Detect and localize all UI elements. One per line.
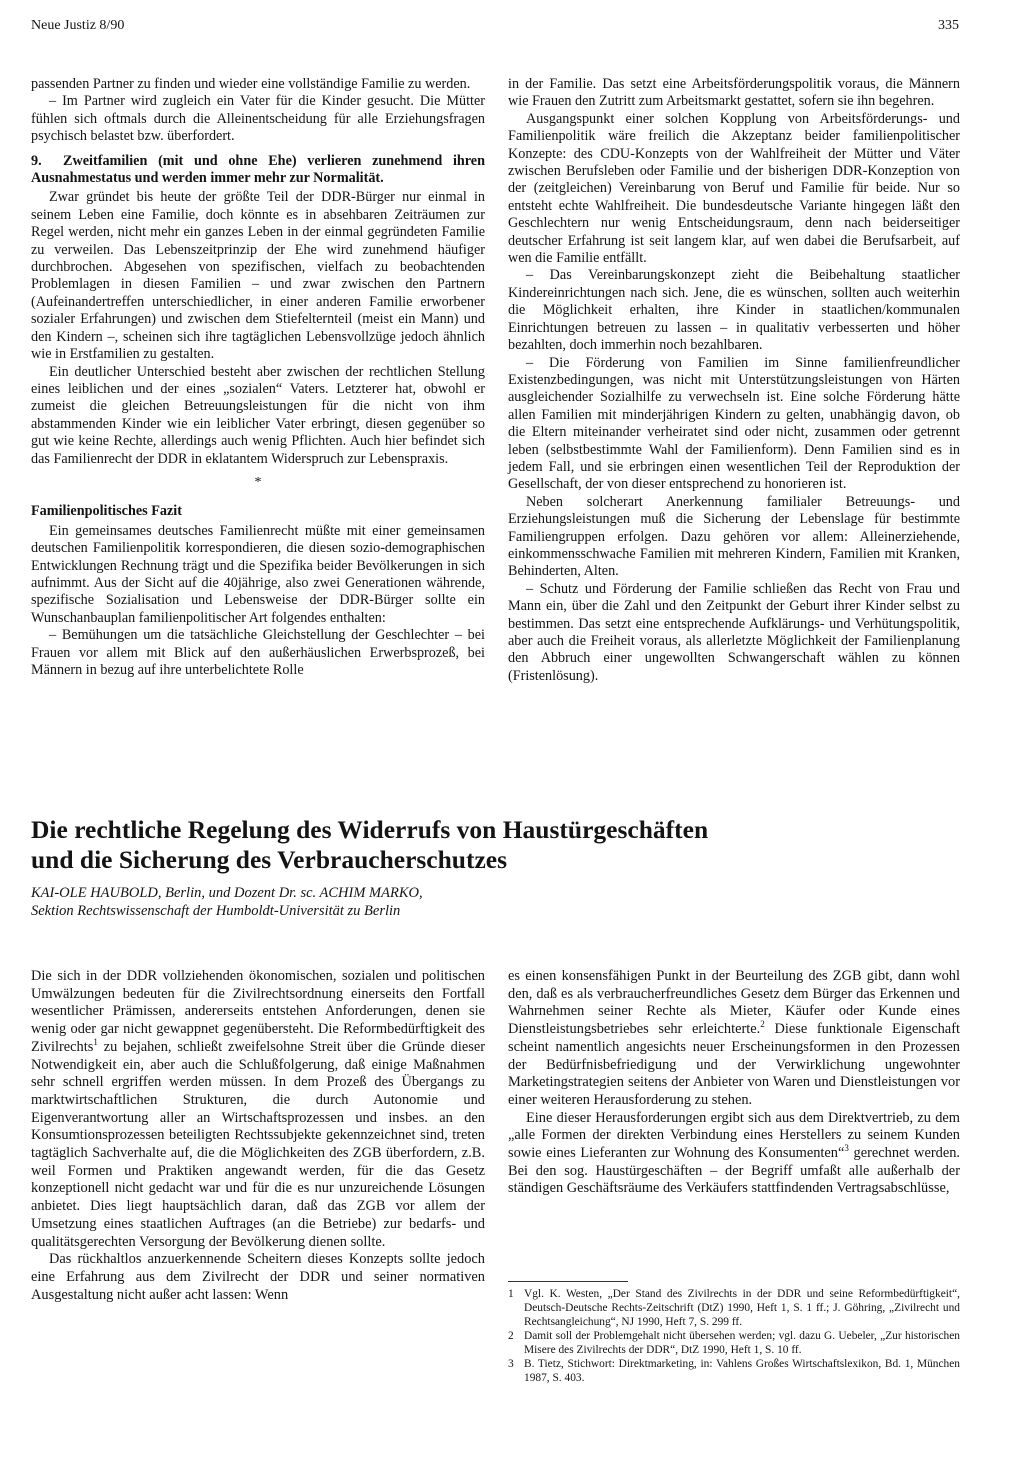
footnote-number: 3 <box>508 1358 514 1370</box>
top-right-column <box>508 76 960 685</box>
paragraph <box>508 1110 960 1199</box>
article-title-line: und die Sicherung des Verbraucherschutzes <box>31 845 508 874</box>
journal-name: Neue Justiz 8/90 <box>31 18 125 33</box>
footnotes <box>508 1287 960 1385</box>
paragraph: – Das Vereinbarungskonzept zieht die Beibehaltung staatlicher Kindereinrichtungen nach sich. Jene, die es wünschen, sollten auch weiterhin die Möglichkeit erhalten, ihre Kinder in staatlichen/kommunalen Einrichtungen betreuen zu lassen – in qualitativ verbesserten und höher bezahlten, doch immerhin noch bezahlbaren. <box>508 267 960 354</box>
footnote <box>508 1287 960 1329</box>
section-heading-text: Zweitfamilien (mit und ohne Ehe) verlieren zunehmend ihren Ausnahmestatus und werden immer mehr zur Normalität. <box>31 152 485 187</box>
footnote-ref[interactable]: 1 <box>93 1037 98 1048</box>
paragraph-text: es einen konsensfähigen Punkt in der Beurteilung des ZGB gibt, dann wohl den, daß es als verbraucherfreundliches Gesetz dem Bürger das Erkennen und Wahrnehmen seiner Rechte als Mieter, Käufer oder Kunde eines Dienstleistungsbetriebes sehr erleichterte. <box>508 968 960 1038</box>
footnote-text: Vgl. K. Westen, „Der Stand des Zivilrechts in der DDR und seine Reformbedürftigkeit“, Deutsch-Deutsche Rechts-Zeitschrift (DtZ) 1990, Heft 1, S. 1 ff.; J. Göhring, „Zivilrecht und Rechtsangleichung“, NJ 1990, Heft 7, S. 299 ff. <box>524 1288 960 1328</box>
top-left-column <box>31 76 485 679</box>
paragraph-text: Eine dieser Herausforderungen ergibt sich aus dem Direktvertrieb, zu dem „alle Formen der direkten Verbindung eines Herstellers zu seinem Kunden sowie eines Lieferanten zur Wohnung des Konsumenten“ <box>508 1109 960 1162</box>
paragraph-text: Die sich in der DDR vollziehenden ökonomischen, sozialen und politischen Umwälzungen bedeuten für die Zivilrechtsordnung einerseits den Fortfall wesentlicher Prämissen, andererseits entstehen Anforderungen, denen sie wenig oder gar nicht gewappnet gegenübersteht. Die Reformbedürftigkeit des Zivilrechts <box>31 968 485 1055</box>
paragraph <box>508 968 960 1110</box>
footnote-text: B. Tietz, Stichwort: Direktmarketing, in: Vahlens Großes Wirtschaftslexikon, Bd. 1, München 1987, S. 403. <box>524 1358 960 1384</box>
footnote-text: Damit soll der Problemgehalt nicht übersehen werden; vgl. dazu G. Uebeler, „Zur historischen Misere des Zivilrechts der DDR“, DtZ 1990, Heft 1, S. 10 ff. <box>524 1330 960 1356</box>
affiliation-line: Sektion Rechtswissenschaft der Humboldt-Universität zu Berlin <box>31 903 401 919</box>
paragraph: Zwar gründet bis heute der größte Teil der DDR-Bürger nur einmal in seinem Leben eine Familie, doch könnte es in absehbaren Zeiträumen zur Regel werden, nicht mehr ein ganzes Leben in der einmal gegründeten Familie zu verweilen. Das Lebenszeitprinzip der Ehe wird zunehmend häufiger durchbrochen. Abgesehen von spezifischen, vielfach zu beobachtenden Problemlagen in diesen Familien – und zwar zwischen den Partnern (Aufeinandertreffen unterschiedlicher, in einer anderen Familie erworbener sozialer Erfahrungen) und zwischen dem Stiefelternteil (meist ein Mann) und den Kindern –, scheinen sich ihre tagtäglichen Lebensvollzüge jedoch ähnlich wie in Erstfamilien zu gestalten. <box>31 189 485 363</box>
paragraph: – Schutz und Förderung der Familie schließen das Recht von Frau und Mann ein, über die Zahl und den Zeitpunkt der Geburt ihrer Kinder selbst zu bestimmen. Das setzt eine entsprechende Aufklärungs- und Verhütungspolitik, aber auch die Freiheit voraus, als allerletzte Möglichkeit der Familienplanung den Abbruch einer ungewollten Schwangerschaft wählen zu können (Fristenlösung). <box>508 580 960 684</box>
paragraph: Ein deutlicher Unterschied besteht aber zwischen der rechtlichen Stellung eines leiblichen und der eines „sozialen“ Vaters. Letzterer hat, obwohl er zumeist die gleichen Betreuungsleistungen für die nicht von ihm abstammenden Kinder wie ein leiblicher Vater erbringt, diesen gegenüber so gut wie keine Rechte, allerdings auch wenig Pflichten. Auch hier befindet sich das Familienrecht der DDR in eklatantem Widerspruch zur Lebenspraxis. <box>31 363 485 467</box>
paragraph: Ausgangspunkt einer solchen Kopplung von Arbeitsförderungs- und Familienpolitik wäre freilich die Akzeptanz beider familienpolitischer Konzepte: des CDU-Konzepts von der Wahlfreiheit der Mütter und Väter zwischen Berufsleben oder Familie und der bisherigen DDR-Konzeption von der (zeitgleichen) Vereinbarung von Beruf und Familie für beide. Nur so entsteht echte Wahlfreiheit. Die bundesdeutsche Variante hingegen läßt den Geschlechtern nur wenig Entscheidungsraum, denn nach beiderseitiger deutscher Erfahrung ist seit langem klar, auf wen dabei die Berufsarbeit, auf wen die Familie entfällt. <box>508 110 960 267</box>
footnote-number: 2 <box>508 1330 514 1342</box>
paragraph: passenden Partner zu finden und wieder eine vollständige Familie zu werden. <box>31 76 471 92</box>
page-number: 335 <box>938 18 959 33</box>
paragraph-text: Diese funktionale Eigenschaft scheint namentlich angesichts neuer Erscheinungsformen in den Prozessen der Bedürfnisbefriedigung und der Verwirklichung ungewohnter Marketingstrategien seitens der Anbieter von Waren und Dienstleistungen vor einer weiteren Herausforderung zu stehen. <box>508 1021 960 1108</box>
section-heading-9 <box>31 153 485 188</box>
authors-line: KAI-OLE HAUBOLD, Berlin, und Dozent Dr. sc. ACHIM MARKO, <box>31 885 423 901</box>
paragraph: – Bemühungen um die tatsächliche Gleichstellung der Geschlechter – bei Frauen vor allem mit Blick auf den außerhäuslichen Erwerbsprozeß, bei Männern in bezug auf ihre unterbelichtete Rolle <box>31 627 485 678</box>
footnote-ref[interactable]: 3 <box>844 1143 849 1154</box>
article-left-column <box>31 968 485 1304</box>
footnote-divider <box>508 1281 628 1282</box>
article-right-column <box>508 968 960 1198</box>
paragraph: Das rückhaltlos anzuerkennende Scheitern dieses Konzepts sollte jedoch eine Erfahrung aus dem Zivilrecht der DDR und seiner normativen Ausgestaltung nicht außer acht lassen: Wenn <box>31 1251 485 1303</box>
paragraph: Ein gemeinsames deutsches Familienrecht müßte mit einer gemeinsamen deutschen Familienpolitik korrespondieren, die diesen sozio-demographischen Entwicklungen Rechnung trägt und die Spezifika beider Bevölkerungen in sich aufnimmt. Aus der Sicht auf die 40jährige, also zwei Generationen währende, spezifische Sozialisation und Lebensweise der DDR-Bürger sollte ein Wunschanbauplan familienpolitischer Art folgendes enthalten: <box>31 522 485 626</box>
running-header <box>31 18 959 34</box>
paragraph: – Im Partner wird zugleich ein Vater für die Kinder gesucht. Die Mütter fühlen sich oftmals durch die Alleinentscheidung für alle Erziehungsfragen psychisch belastet bzw. überfordert. <box>31 93 485 145</box>
footnote <box>508 1357 960 1385</box>
paragraph: – Die Förderung von Familien im Sinne familienfreundlicher Existenzbedingungen, was nicht mit Unterstützungsleistungen von Härten ausgleichender Sozialhilfe zu verwechseln ist. Eine solche Förderung hätte allen Familien mit minderjährigen Kindern zu gelten, unabhängig davon, ob die Eltern miteinander verheiratet sind oder nicht, zusammen oder getrennt leben (selbstbestimmte Wahl der Familienform). Denn Familien sind es in jedem Fall, und sie erbringen einen wesentlichen Teil der Reproduktion der Gesellschaft, der von dieser entsprechend zu honorieren ist. <box>508 354 960 493</box>
footnote-ref[interactable]: 2 <box>760 1019 765 1030</box>
section-number: 9. <box>31 152 42 169</box>
paragraph: Neben solcherart Anerkennung familialer Betreuungs- und Erziehungsleistungen muß die Sicherung der Lebenslage für bestimmte Familiengruppen erfolgen. Dazu gehören vor allem: Alleinerziehende, einkommensschwache Familien mit mehreren Kindern, Familien mit Kranken, Behinderten, Alten. <box>508 493 960 580</box>
article-title-line: Die rechtliche Regelung des Widerrufs von Haustürgeschäften <box>31 815 709 844</box>
section-separator: * <box>254 474 262 490</box>
paragraph-text: gerechnet werden. Bei den sog. Haustürgeschäften – der Begriff umfaßt alle außerhalb der ständigen Geschäftsräume des Verkäufers stattfindenden Vertragsabschlüsse, <box>508 1145 960 1197</box>
paragraph: in der Familie. Das setzt eine Arbeitsförderungspolitik voraus, die Männern wie Frauen den Zutritt zum Arbeitsmarkt gestattet, sofern sie ihn begehren. <box>508 76 960 110</box>
footnote <box>508 1329 960 1357</box>
paragraph <box>31 968 485 1251</box>
paragraph-text: zu bejahen, schließt zweifelsohne Streit über die Gründe dieser Notwendigkeit ein, aber auch die Schlußfolgerung, daß einige Maßnahmen sehr schnell ergriffen werden müssen. In dem Prozeß des Übergangs zu marktwirtschaftlichen Strukturen, die durch Autonomie und Eigenverantwortung aller an Wirtschaftsprozessen und insbes. an den Konsumtionsprozessen beteiligten Rechtssubjekte gekennzeichnet sind, treten tagtäglich Sachverhalte auf, die die Möglichkeiten des ZGB überfordern, z.B. weil Formen und Praktiken angewandt werden, für die das Gesetz konzeptionell nicht gedacht war und für die es nur unzureichende Lösungen anbietet. Dies liegt hauptsächlich daran, daß das ZGB vor allem der Umsetzung eines staatlichen Auftrages (an die Betriebe) zur bedarfs- und qualitätsgerechten Versorgung der Bevölkerung dienen sollte. <box>31 1038 485 1250</box>
section-heading-fazit: Familienpolitisches Fazit <box>31 503 182 520</box>
footnote-number: 1 <box>508 1288 514 1300</box>
article-authors <box>31 884 931 920</box>
article-title <box>31 815 971 875</box>
